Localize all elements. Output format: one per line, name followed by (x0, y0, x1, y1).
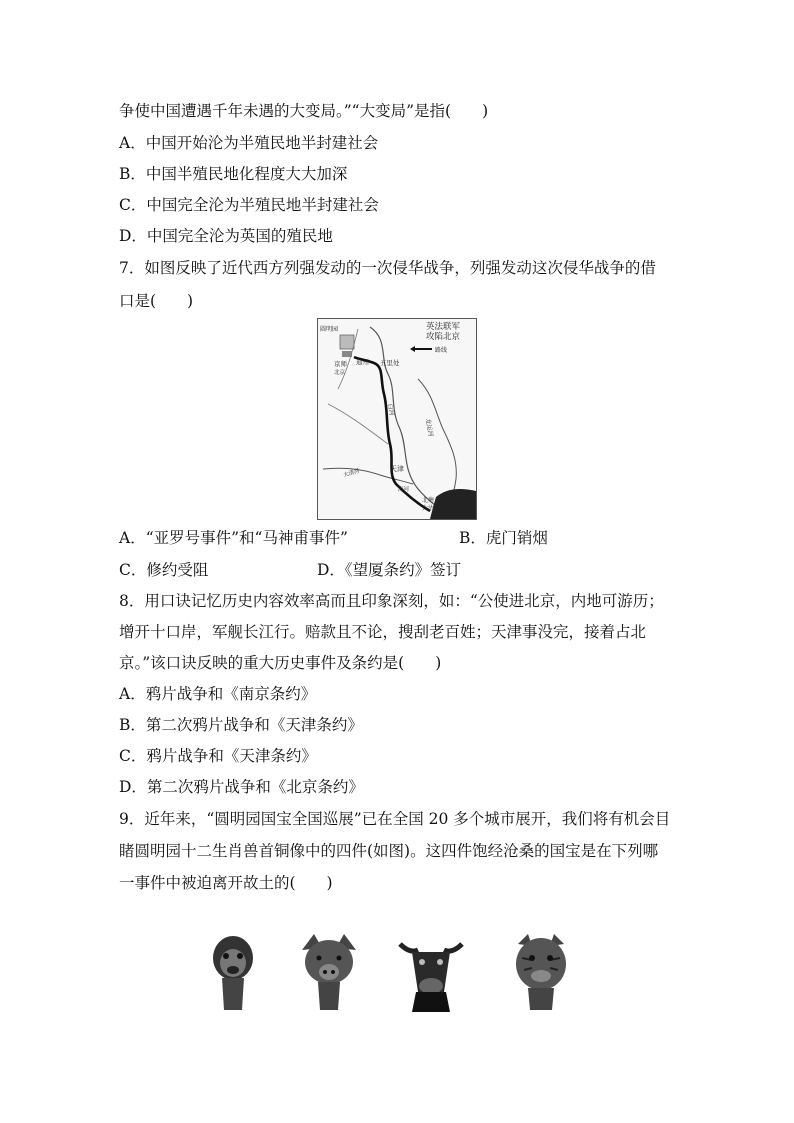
map-place-jingshi: 京师 (334, 360, 347, 368)
map-place-beijing: 北京 (334, 370, 346, 376)
q6-option-a[interactable]: A．中国开始沦为半殖民地半封建社会 (119, 134, 379, 152)
map-title-line1: 英法联军 (426, 322, 461, 332)
q8-stem-line1: 8．用口诀记忆历史内容效率高而且印象深刻，如：“公使进北京，内地可游历； (119, 592, 664, 610)
pig-head-icon (298, 930, 360, 1014)
map-place-tianjin: 天津 (390, 465, 404, 473)
yuanmingyuan-marker (340, 335, 354, 349)
q7-option-a[interactable]: A．“亚罗号事件”和“马神甫事件” (119, 529, 348, 547)
map-place-beitang: 北塘 (422, 497, 435, 504)
q9-bronze-heads-figure (200, 930, 600, 1020)
map-place-wulichu: 五里处 (380, 359, 400, 367)
tiger-head-icon (510, 930, 572, 1014)
map-place-dagu: 大沽 (422, 505, 435, 512)
q7-stem-line1: 7．如图反映了近代西方列强发动的一次侵华战争，列强发动这次侵华战争的借 (119, 259, 656, 277)
ox-head-icon (398, 930, 464, 1014)
q7-option-d[interactable]: D．《望厦条约》签订 (317, 561, 462, 579)
q7-option-c[interactable]: C．修约受阻 (119, 561, 209, 579)
q8-option-a[interactable]: A．鸦片战争和《南京条约》 (119, 685, 317, 703)
q6-option-d[interactable]: D．中国完全沦为英国的殖民地 (119, 227, 333, 245)
tributary-river (328, 404, 388, 444)
map-place-beiyunhe: 北运河 (424, 418, 435, 438)
map-place-tongzhou: 通州 (356, 358, 369, 366)
q8-option-b[interactable]: B．第二次鸦片战争和《天津条约》 (119, 716, 363, 734)
bai-river (370, 327, 446, 514)
map-place-haihe: 海河 (398, 487, 410, 493)
q7-stem-line2: 口是( ) (119, 292, 194, 310)
map-place-daqinghe: 大清河 (342, 468, 361, 479)
q6-option-c[interactable]: C．中国完全沦为半殖民地半封建社会 (119, 196, 379, 214)
q8-stem-line3: 京。”该口诀反映的重大历史事件及条约是( ) (119, 654, 442, 672)
q6-stem-tail: 争使中国遭遇千年未遇的大变局。”“大变局”是指( ) (119, 102, 489, 120)
map-place-baihe: 白河 (386, 403, 396, 417)
q6-option-b[interactable]: B．中国半殖民地化程度大大加深 (119, 165, 348, 183)
map-place-yuanmingyuan: 圆明园 (320, 326, 339, 333)
bohai-sea (430, 489, 476, 519)
map-legend-label: 路线 (435, 347, 448, 354)
q8-option-d[interactable]: D．第二次鸦片战争和《北京条约》 (119, 778, 364, 796)
map-title-line2: 攻陷北京 (426, 332, 461, 342)
q9-stem-line3: 一事件中被迫离开故土的( ) (119, 874, 333, 892)
q7-option-b[interactable]: B．虎门销烟 (459, 529, 548, 547)
q9-stem-line1: 9．近年来，“圆明园国宝全国巡展”已在全国 20 多个城市展开，我们将有机会目 (119, 810, 671, 828)
q7-map-figure (317, 318, 477, 520)
monkey-head-icon (208, 930, 258, 1014)
q8-stem-line2: 增开十口岸，军舰长江行。赔款且不论，搜刮老百姓；天津事没完，接着占北 (119, 623, 647, 641)
q9-stem-line2: 睹圆明园十二生肖兽首铜像中的四件(如图)。这四件饱经沧桑的国宝是在下列哪 (119, 842, 659, 860)
q8-option-c[interactable]: C．鸦片战争和《天津条约》 (119, 747, 317, 765)
